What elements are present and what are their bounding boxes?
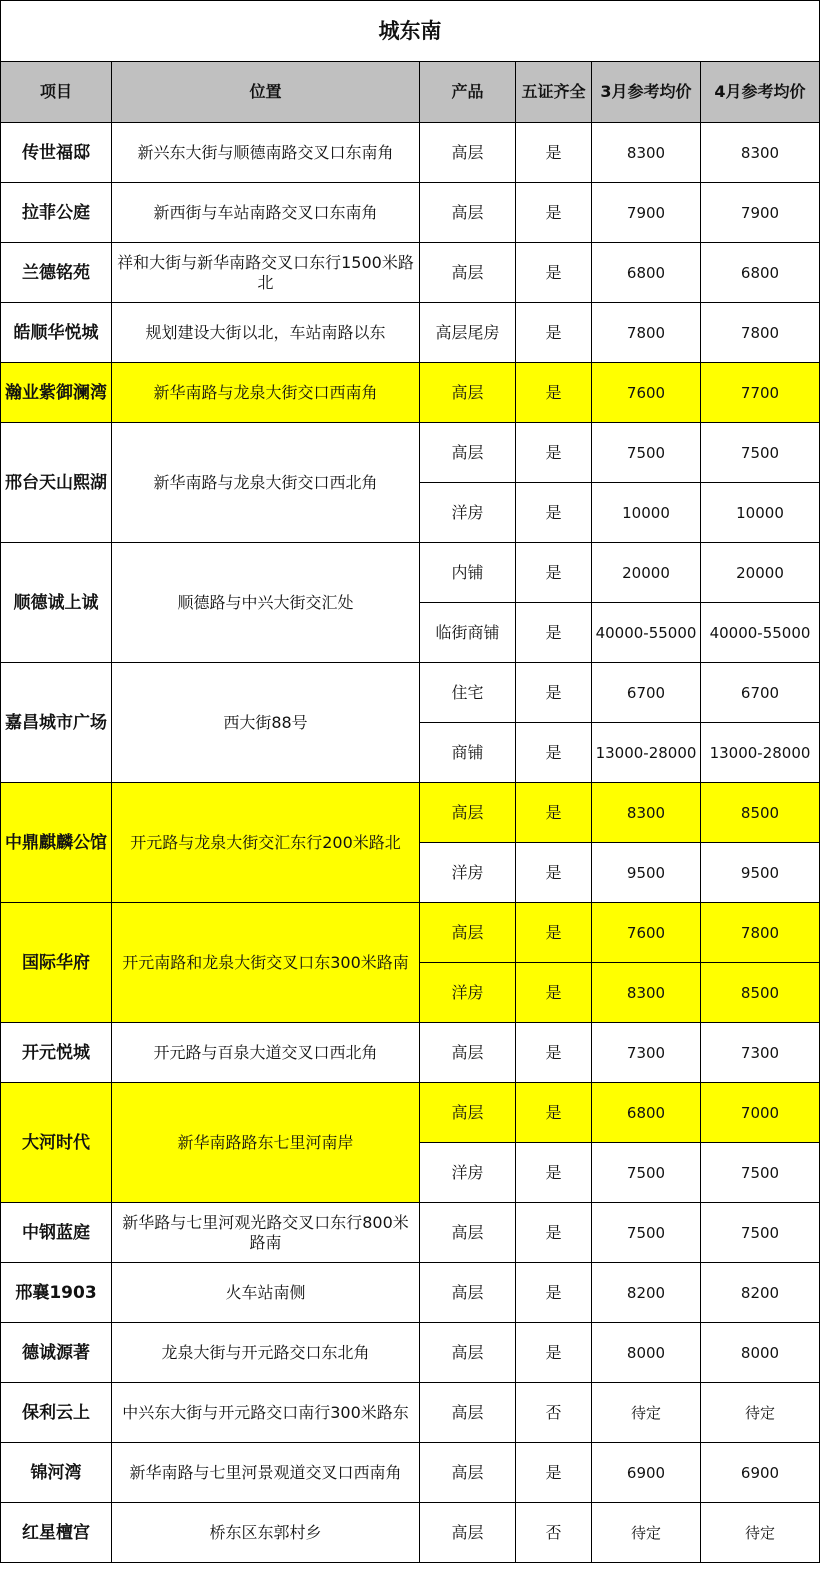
table-row (1, 1443, 820, 1503)
project-name: 红星檀宫 (1, 1503, 112, 1563)
product-type: 洋房 (420, 483, 516, 543)
project-location: 开元路与百泉大道交叉口西北角 (112, 1023, 420, 1083)
table-row (1, 903, 820, 963)
table-row (1, 783, 820, 843)
march-price: 9500 (592, 843, 701, 903)
cert-status: 是 (516, 843, 592, 903)
cert-status: 是 (516, 1263, 592, 1323)
march-price: 13000-28000 (592, 723, 701, 783)
april-price: 8500 (701, 783, 820, 843)
product-type: 洋房 (420, 1143, 516, 1203)
project-name: 开元悦城 (1, 1023, 112, 1083)
table-row (1, 1263, 820, 1323)
april-price: 待定 (701, 1503, 820, 1563)
march-price: 7500 (592, 423, 701, 483)
project-name: 嘉昌城市广场 (1, 663, 112, 783)
april-price: 7700 (701, 363, 820, 423)
project-location: 新华路与七里河观光路交叉口东行800米路南 (112, 1203, 420, 1263)
cert-status: 是 (516, 1083, 592, 1143)
march-price: 10000 (592, 483, 701, 543)
project-name: 中鼎麒麟公馆 (1, 783, 112, 903)
header-cert: 五证齐全 (516, 62, 592, 123)
april-price: 7800 (701, 903, 820, 963)
product-type: 洋房 (420, 843, 516, 903)
project-location: 桥东区东郭村乡 (112, 1503, 420, 1563)
april-price: 13000-28000 (701, 723, 820, 783)
project-location: 开元南路和龙泉大街交叉口东300米路南 (112, 903, 420, 1023)
march-price: 8000 (592, 1323, 701, 1383)
april-price: 8300 (701, 123, 820, 183)
project-location: 西大街88号 (112, 663, 420, 783)
project-location: 祥和大街与新华南路交叉口东行1500米路北 (112, 243, 420, 303)
project-location: 新华南路路东七里河南岸 (112, 1083, 420, 1203)
march-price: 8300 (592, 123, 701, 183)
table-row (1, 1503, 820, 1563)
cert-status: 是 (516, 183, 592, 243)
cert-status: 否 (516, 1383, 592, 1443)
cert-status: 是 (516, 1023, 592, 1083)
table-row (1, 663, 820, 723)
header-march-price: 3月参考均价 (592, 62, 701, 123)
project-location: 新西街与车站南路交叉口东南角 (112, 183, 420, 243)
cert-status: 是 (516, 243, 592, 303)
project-name: 大河时代 (1, 1083, 112, 1203)
table-row (1, 243, 820, 303)
project-name: 传世福邸 (1, 123, 112, 183)
cert-status: 是 (516, 783, 592, 843)
april-price: 7000 (701, 1083, 820, 1143)
product-type: 临街商铺 (420, 603, 516, 663)
product-type: 高层 (420, 1443, 516, 1503)
product-type: 高层 (420, 1263, 516, 1323)
product-type: 洋房 (420, 963, 516, 1023)
project-location: 新华南路与七里河景观道交叉口西南角 (112, 1443, 420, 1503)
march-price: 7300 (592, 1023, 701, 1083)
project-name: 瀚业紫御澜湾 (1, 363, 112, 423)
project-location: 规划建设大街以北，车站南路以东 (112, 303, 420, 363)
cert-status: 是 (516, 603, 592, 663)
april-price: 7300 (701, 1023, 820, 1083)
product-type: 内铺 (420, 543, 516, 603)
project-location: 龙泉大街与开元路交口东北角 (112, 1323, 420, 1383)
march-price: 8300 (592, 963, 701, 1023)
header-location: 位置 (112, 62, 420, 123)
table-row (1, 1383, 820, 1443)
cert-status: 是 (516, 483, 592, 543)
table-row (1, 183, 820, 243)
april-price: 6900 (701, 1443, 820, 1503)
march-price: 6700 (592, 663, 701, 723)
april-price: 6700 (701, 663, 820, 723)
table-row (1, 123, 820, 183)
project-name: 邢台天山熙湖 (1, 423, 112, 543)
project-name: 保利云上 (1, 1383, 112, 1443)
product-type: 高层 (420, 123, 516, 183)
table-row (1, 423, 820, 483)
product-type: 高层 (420, 243, 516, 303)
product-type: 高层 (420, 1083, 516, 1143)
march-price: 20000 (592, 543, 701, 603)
march-price: 8200 (592, 1263, 701, 1323)
cert-status: 是 (516, 663, 592, 723)
product-type: 高层 (420, 783, 516, 843)
april-price: 待定 (701, 1383, 820, 1443)
table-row (1, 543, 820, 603)
product-type: 高层 (420, 423, 516, 483)
cert-status: 是 (516, 123, 592, 183)
april-price: 7900 (701, 183, 820, 243)
table-row (1, 363, 820, 423)
april-price: 10000 (701, 483, 820, 543)
project-name: 国际华府 (1, 903, 112, 1023)
table-title: 城东南 (1, 1, 820, 62)
project-location: 火车站南侧 (112, 1263, 420, 1323)
cert-status: 是 (516, 363, 592, 423)
april-price: 7800 (701, 303, 820, 363)
header-product: 产品 (420, 62, 516, 123)
table-row (1, 1023, 820, 1083)
product-type: 高层 (420, 1023, 516, 1083)
product-type: 高层 (420, 1323, 516, 1383)
cert-status: 是 (516, 543, 592, 603)
product-type: 高层 (420, 183, 516, 243)
cert-status: 是 (516, 1203, 592, 1263)
april-price: 8500 (701, 963, 820, 1023)
march-price: 8300 (592, 783, 701, 843)
april-price: 9500 (701, 843, 820, 903)
project-location: 开元路与龙泉大街交汇东行200米路北 (112, 783, 420, 903)
project-name: 锦河湾 (1, 1443, 112, 1503)
cert-status: 是 (516, 1443, 592, 1503)
table-row (1, 1083, 820, 1143)
project-name: 皓顺华悦城 (1, 303, 112, 363)
april-price: 8200 (701, 1263, 820, 1323)
project-location: 新华南路与龙泉大街交口西南角 (112, 363, 420, 423)
march-price: 7500 (592, 1143, 701, 1203)
april-price: 7500 (701, 1143, 820, 1203)
project-name: 中钢蓝庭 (1, 1203, 112, 1263)
march-price: 7600 (592, 363, 701, 423)
product-type: 商铺 (420, 723, 516, 783)
april-price: 7500 (701, 1203, 820, 1263)
march-price: 6800 (592, 243, 701, 303)
product-type: 住宅 (420, 663, 516, 723)
april-price: 20000 (701, 543, 820, 603)
project-name: 兰德铭苑 (1, 243, 112, 303)
project-location: 新华南路与龙泉大街交口西北角 (112, 423, 420, 543)
product-type: 高层 (420, 363, 516, 423)
cert-status: 是 (516, 963, 592, 1023)
table-row (1, 303, 820, 363)
march-price: 40000-55000 (592, 603, 701, 663)
project-location: 新兴东大街与顺德南路交叉口东南角 (112, 123, 420, 183)
march-price: 6900 (592, 1443, 701, 1503)
project-location: 顺德路与中兴大街交汇处 (112, 543, 420, 663)
table-row (1, 1323, 820, 1383)
march-price: 6800 (592, 1083, 701, 1143)
april-price: 40000-55000 (701, 603, 820, 663)
march-price: 待定 (592, 1503, 701, 1563)
project-location: 中兴东大街与开元路交口南行300米路东 (112, 1383, 420, 1443)
march-price: 7900 (592, 183, 701, 243)
march-price: 7600 (592, 903, 701, 963)
cert-status: 是 (516, 903, 592, 963)
april-price: 6800 (701, 243, 820, 303)
project-name: 德诚源著 (1, 1323, 112, 1383)
product-type: 高层 (420, 903, 516, 963)
header-project: 项目 (1, 62, 112, 123)
cert-status: 是 (516, 423, 592, 483)
cert-status: 是 (516, 723, 592, 783)
product-type: 高层 (420, 1503, 516, 1563)
cert-status: 是 (516, 1143, 592, 1203)
march-price: 7800 (592, 303, 701, 363)
header-april-price: 4月参考均价 (701, 62, 820, 123)
april-price: 8000 (701, 1323, 820, 1383)
cert-status: 是 (516, 1323, 592, 1383)
product-type: 高层尾房 (420, 303, 516, 363)
product-type: 高层 (420, 1203, 516, 1263)
product-type: 高层 (420, 1383, 516, 1443)
project-name: 拉菲公庭 (1, 183, 112, 243)
march-price: 7500 (592, 1203, 701, 1263)
cert-status: 否 (516, 1503, 592, 1563)
project-name: 顺德诚上诚 (1, 543, 112, 663)
table-row (1, 1203, 820, 1263)
april-price: 7500 (701, 423, 820, 483)
project-name: 邢襄1903 (1, 1263, 112, 1323)
cert-status: 是 (516, 303, 592, 363)
march-price: 待定 (592, 1383, 701, 1443)
